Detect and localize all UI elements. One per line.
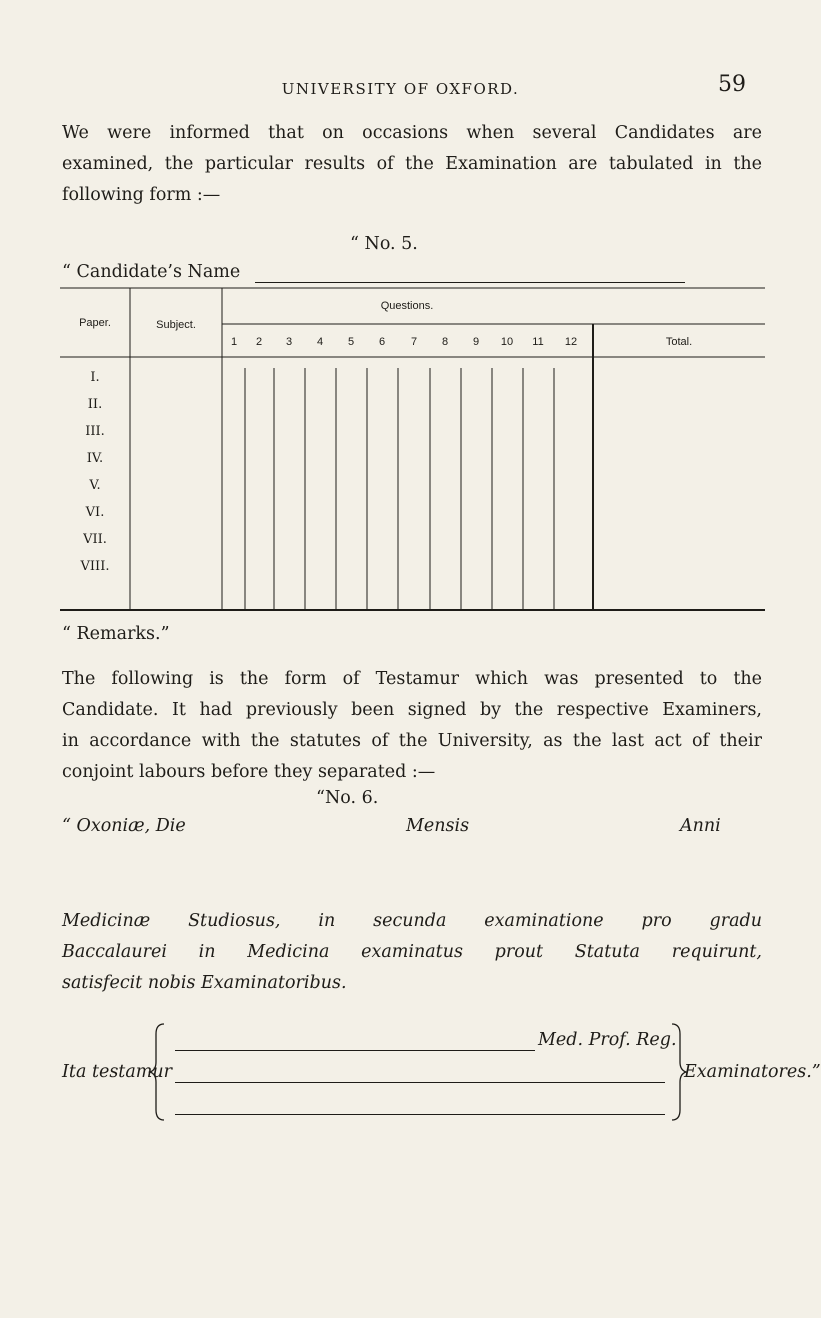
testamur-intro-line: in accordance with the statutes of the University, as the last act of their [62,731,762,751]
subject-header: Subject. [156,319,196,331]
ita-testamur: Ita testamur [62,1062,173,1082]
testamur-intro-paragraph [62,664,762,788]
page-number: 59 [718,72,746,97]
paper-label: VI. [85,505,105,520]
question-number: 11 [532,336,544,348]
testamur-intro-line: The following is the form of Testamur which was presented to the [62,669,762,689]
question-number: 6 [378,336,386,348]
intro-paragraph [62,118,762,211]
latin-line: Baccalaurei in Medicina examinatus prout Statuta requirunt, [62,942,762,962]
results-table [60,288,765,614]
mensis-label: Mensis [406,816,470,836]
paper-label: I. [90,370,100,385]
candidate-name-line [255,282,685,283]
latin-line: satisfecit nobis Examinatoribus. [62,973,347,993]
question-number: 3 [285,336,293,348]
anni-label: Anni [680,816,721,836]
latin-paragraph [62,906,762,999]
signature-line-3 [175,1114,665,1115]
running-head: UNIVERSITY OF OXFORD. [281,80,520,98]
examinatores-label: Examinatores.” [684,1062,821,1082]
paper-header: Paper. [79,317,111,329]
signature-line-1 [175,1050,535,1051]
question-number: 2 [255,336,263,348]
med-prof-reg: Med. Prof. Reg. [538,1030,677,1050]
question-number: 12 [564,336,578,348]
questions-header: Questions. [380,300,434,312]
intro-line: We were informed that on occasions when several Candidates are [62,123,762,143]
question-number: 10 [500,336,514,348]
testamur-intro-line: Candidate. It had previously been signed by the respective Examiners, [62,700,762,720]
paper-label: III. [85,424,105,439]
question-number: 1 [230,336,238,348]
question-number: 4 [316,336,324,348]
question-number: 8 [441,336,449,348]
intro-line: examined, the particular results of the Examination are tabulated in the [62,154,762,174]
question-number: 7 [410,336,418,348]
left-brace [148,1022,168,1122]
oxoniae-die: “ Oxoniæ, Die [62,816,186,836]
paper-label: IV. [86,451,104,466]
signature-line-2 [175,1082,665,1083]
remarks-label: “ Remarks.” [62,624,170,644]
question-number: 5 [347,336,355,348]
form6-number: “No. 6. [316,788,379,808]
latin-line: Medicinæ Studiosus, in secunda examinatione pro gradu [62,911,762,931]
paper-label: V. [89,478,101,493]
paper-label: II. [87,397,103,412]
total-header: Total. [665,336,693,348]
paper-label: VII. [83,532,107,547]
candidate-name-label: “ Candidate’s Name [62,262,241,282]
intro-line: following form :— [62,185,221,205]
question-number: 9 [472,336,480,348]
paper-label: VIII. [80,559,110,574]
form5-number: “ No. 5. [350,234,418,254]
testamur-intro-line: conjoint labours before they separated :— [62,762,436,782]
